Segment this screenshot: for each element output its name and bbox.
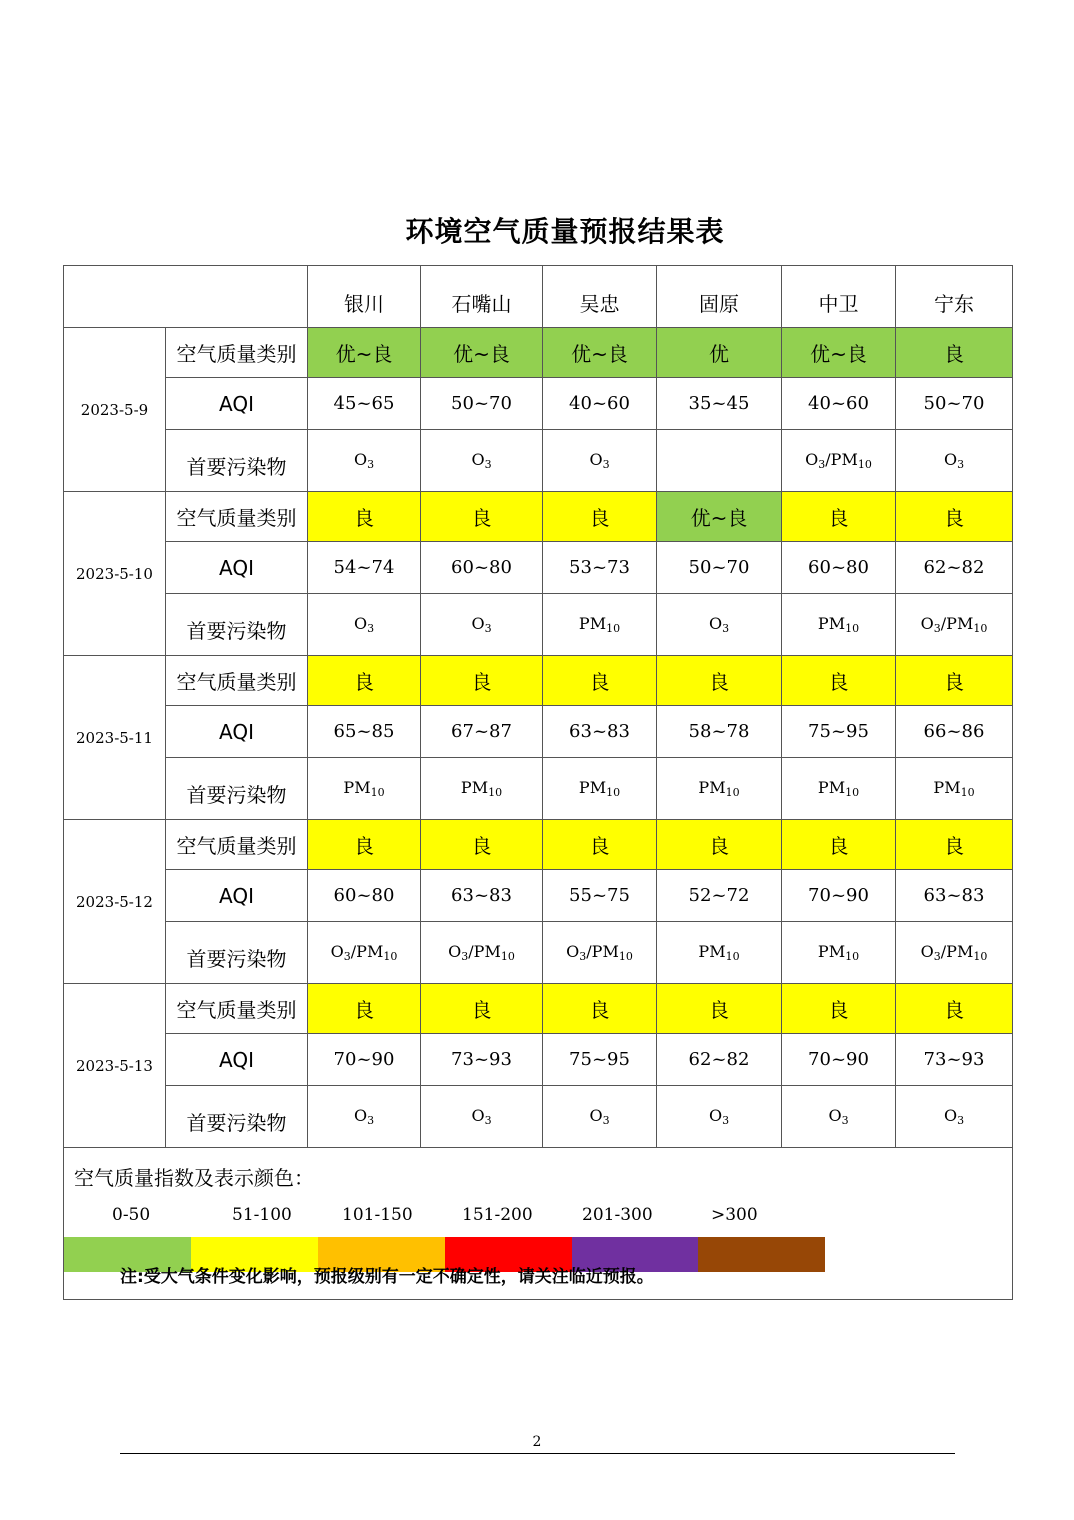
aqi-cell: 60~80: [421, 542, 543, 594]
aqi-cell: 35~45: [657, 378, 782, 430]
pollutant-cell: $O_3$: [308, 1086, 421, 1148]
aqi-cell: 75~95: [543, 1034, 657, 1086]
aqi-cell: 63~83: [543, 706, 657, 758]
row-label-category: 空气质量类别: [166, 328, 308, 378]
date-cell: 2023-5-10: [64, 492, 166, 656]
date-cell: 2023-5-11: [64, 656, 166, 820]
category-row: [64, 820, 1013, 870]
aqi-cell: 67~87: [421, 706, 543, 758]
pollutant-row: [64, 594, 1013, 656]
aqi-row: [64, 542, 1013, 594]
row-label-category: 空气质量类别: [166, 984, 308, 1034]
category-cell: 良: [782, 984, 896, 1034]
header-row: [64, 266, 1013, 328]
pollutant-row: [64, 1086, 1013, 1148]
aqi-cell: 60~80: [308, 870, 421, 922]
category-cell: 良: [782, 656, 896, 706]
date-cell: 2023-5-9: [64, 328, 166, 492]
category-row: [64, 492, 1013, 542]
row-label-aqi: AQI: [166, 706, 308, 758]
legend-range: 51-100: [232, 1205, 292, 1225]
category-cell: 良: [308, 492, 421, 542]
aqi-cell: 45~65: [308, 378, 421, 430]
pollutant-cell: $O_3$: [543, 430, 657, 492]
footer-rule: [120, 1453, 955, 1454]
category-cell: 良: [543, 984, 657, 1034]
aqi-cell: 50~70: [421, 378, 543, 430]
city-header: 中卫: [782, 266, 896, 328]
pollutant-cell: $PM_{10}$: [782, 758, 896, 820]
category-cell: 优~良: [657, 492, 782, 542]
pollutant-cell: $PM_{10}$: [657, 922, 782, 984]
row-label-pollutant: 首要污染物: [166, 922, 308, 984]
pollutant-cell: $O_3/PM_{10}$: [421, 922, 543, 984]
category-cell: 良: [308, 820, 421, 870]
row-label-pollutant: 首要污染物: [166, 594, 308, 656]
pollutant-cell: $PM_{10}$: [896, 758, 1013, 820]
row-label-pollutant: 首要污染物: [166, 430, 308, 492]
pollutant-cell: $O_3$: [421, 430, 543, 492]
aqi-cell: 40~60: [543, 378, 657, 430]
legend-range: 201-300: [582, 1205, 653, 1225]
pollutant-cell: $O_3$: [782, 1086, 896, 1148]
aqi-cell: 65~85: [308, 706, 421, 758]
pollutant-cell: $O_3$: [896, 1086, 1013, 1148]
pollutant-cell: $O_3$: [657, 1086, 782, 1148]
category-cell: 良: [657, 820, 782, 870]
category-cell: 良: [308, 656, 421, 706]
pollutant-cell: $O_3/PM_{10}$: [543, 922, 657, 984]
pollutant-cell: $O_3$: [421, 1086, 543, 1148]
row-label-category: 空气质量类别: [166, 656, 308, 706]
aqi-cell: 75~95: [782, 706, 896, 758]
aqi-cell: 50~70: [896, 378, 1013, 430]
category-row: [64, 984, 1013, 1034]
aqi-cell: 62~82: [657, 1034, 782, 1086]
pollutant-cell: $O_3$: [657, 594, 782, 656]
pollutant-cell: $PM_{10}$: [543, 594, 657, 656]
aqi-cell: 52~72: [657, 870, 782, 922]
pollutant-cell: [657, 430, 782, 492]
pollutant-row: [64, 430, 1013, 492]
row-label-category: 空气质量类别: [166, 492, 308, 542]
pollutant-cell: $O_3/PM_{10}$: [896, 922, 1013, 984]
category-cell: 良: [896, 984, 1013, 1034]
aqi-cell: 63~83: [421, 870, 543, 922]
city-header: 宁东: [896, 266, 1013, 328]
aqi-cell: 55~75: [543, 870, 657, 922]
pollutant-cell: $PM_{10}$: [543, 758, 657, 820]
aqi-cell: 70~90: [782, 1034, 896, 1086]
pollutant-cell: $O_3$: [308, 430, 421, 492]
category-cell: 良: [782, 492, 896, 542]
category-cell: 优~良: [421, 328, 543, 378]
aqi-cell: 70~90: [782, 870, 896, 922]
aqi-cell: 66~86: [896, 706, 1013, 758]
legend-swatch: [698, 1237, 825, 1272]
category-cell: 良: [657, 656, 782, 706]
row-label-aqi: AQI: [166, 378, 308, 430]
aqi-cell: 54~74: [308, 542, 421, 594]
pollutant-cell: $PM_{10}$: [782, 922, 896, 984]
aqi-row: [64, 706, 1013, 758]
category-cell: 良: [543, 820, 657, 870]
aqi-cell: 50~70: [657, 542, 782, 594]
legend-title: 空气质量指数及表示颜色：: [74, 1166, 314, 1190]
aqi-row: [64, 378, 1013, 430]
aqi-cell: 53~73: [543, 542, 657, 594]
row-label-pollutant: 首要污染物: [166, 758, 308, 820]
pollutant-cell: $O_3$: [896, 430, 1013, 492]
category-cell: 良: [896, 820, 1013, 870]
legend-range: >300: [711, 1205, 758, 1225]
row-label-aqi: AQI: [166, 542, 308, 594]
aqi-cell: 70~90: [308, 1034, 421, 1086]
category-cell: 良: [896, 656, 1013, 706]
aqi-row: [64, 870, 1013, 922]
pollutant-cell: $PM_{10}$: [308, 758, 421, 820]
pollutant-cell: $O_3/PM_{10}$: [308, 922, 421, 984]
row-label-category: 空气质量类别: [166, 820, 308, 870]
forecast-table: [63, 265, 1013, 1300]
category-cell: 良: [896, 492, 1013, 542]
aqi-row: [64, 1034, 1013, 1086]
row-label-pollutant: 首要污染物: [166, 1086, 308, 1148]
date-cell: 2023-5-12: [64, 820, 166, 984]
pollutant-row: [64, 922, 1013, 984]
aqi-cell: 60~80: [782, 542, 896, 594]
aqi-cell: 63~83: [896, 870, 1013, 922]
aqi-cell: 73~93: [421, 1034, 543, 1086]
legend-range: 151-200: [462, 1205, 533, 1225]
category-cell: 良: [421, 492, 543, 542]
city-header: 银川: [308, 266, 421, 328]
category-cell: 优~良: [543, 328, 657, 378]
category-cell: 良: [657, 984, 782, 1034]
category-cell: 优~良: [782, 328, 896, 378]
category-cell: 良: [421, 656, 543, 706]
pollutant-cell: $O_3/PM_{10}$: [896, 594, 1013, 656]
pollutant-row: [64, 758, 1013, 820]
city-header: 石嘴山: [421, 266, 543, 328]
category-cell: 良: [896, 328, 1013, 378]
category-cell: 良: [421, 984, 543, 1034]
page-number: 2: [532, 1434, 542, 1450]
row-label-aqi: AQI: [166, 1034, 308, 1086]
header-corner: [64, 266, 308, 328]
pollutant-cell: $O_3$: [543, 1086, 657, 1148]
category-cell: 优: [657, 328, 782, 378]
category-row: [64, 656, 1013, 706]
row-label-aqi: AQI: [166, 870, 308, 922]
legend-range: 101-150: [342, 1205, 413, 1225]
legend-range: 0-50: [112, 1205, 151, 1225]
aqi-cell: 58~78: [657, 706, 782, 758]
category-cell: 良: [421, 820, 543, 870]
aqi-cell: 40~60: [782, 378, 896, 430]
date-cell: 2023-5-13: [64, 984, 166, 1148]
category-cell: 良: [543, 492, 657, 542]
pollutant-cell: $O_3/PM_{10}$: [782, 430, 896, 492]
city-header: 吴忠: [543, 266, 657, 328]
pollutant-cell: $O_3$: [421, 594, 543, 656]
pollutant-cell: $PM_{10}$: [782, 594, 896, 656]
category-cell: 良: [782, 820, 896, 870]
city-header: 固原: [657, 266, 782, 328]
pollutant-cell: $PM_{10}$: [657, 758, 782, 820]
pollutant-cell: $PM_{10}$: [421, 758, 543, 820]
footnote: 注:受大气条件变化影响，预报级别有一定不确定性，请关注临近预报。: [120, 1267, 654, 1287]
aqi-cell: 62~82: [896, 542, 1013, 594]
category-cell: 优~良: [308, 328, 421, 378]
aqi-cell: 73~93: [896, 1034, 1013, 1086]
page-title: 环境空气质量预报结果表: [405, 215, 725, 248]
category-cell: 良: [308, 984, 421, 1034]
category-cell: 良: [543, 656, 657, 706]
pollutant-cell: $O_3$: [308, 594, 421, 656]
category-row: [64, 328, 1013, 378]
